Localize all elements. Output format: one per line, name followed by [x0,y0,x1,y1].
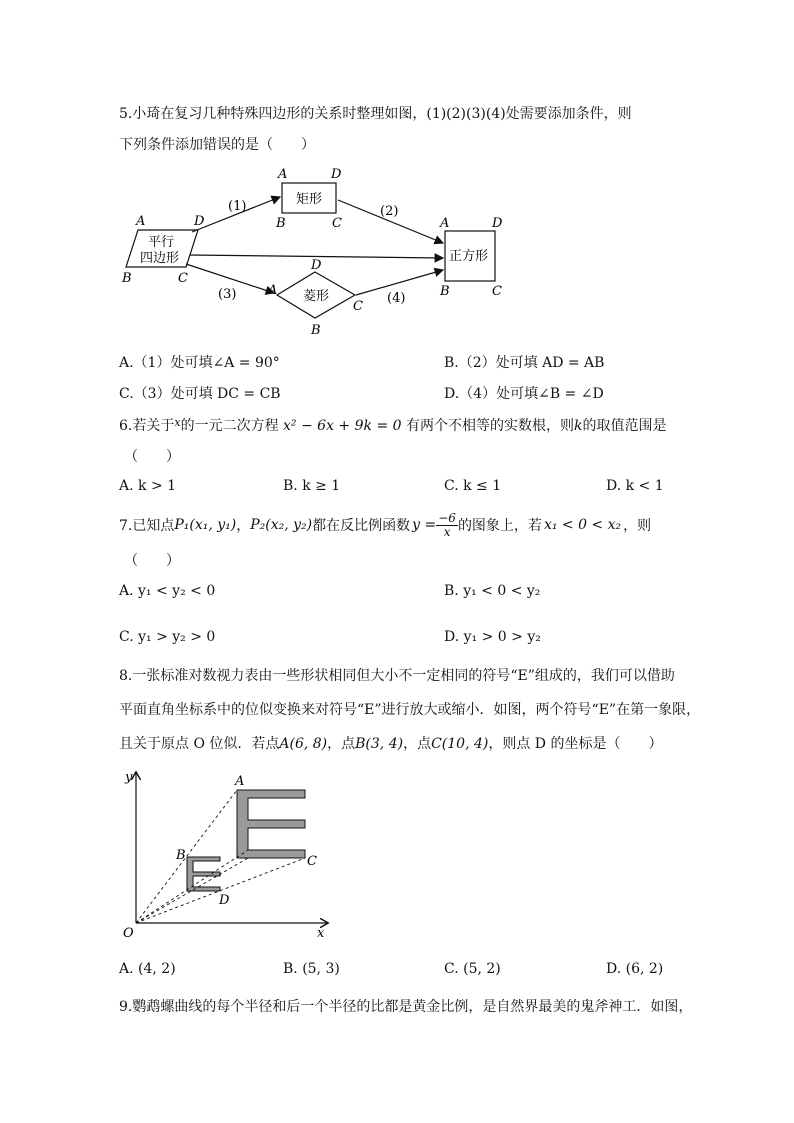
q7-fraction [436,512,458,539]
graph-point-a-label: A [235,774,245,789]
q6-var-k: k [574,418,583,434]
square-vertex-b: B [440,284,450,299]
step-label-4: (4) [387,291,406,306]
rect-vertex-a: A [278,167,288,182]
square-vertex-d: D [492,216,503,231]
q7-stem-line2: （ ） [124,553,180,569]
para-vertex-c: C [178,271,188,286]
graph-point-c-label: C [307,854,317,869]
q8-option-b: B. (5, 3) [283,961,340,977]
y-axis-label: y [125,770,133,785]
q6-option-b: B. k ≥ 1 [283,478,341,494]
graph-point-b-label: B [176,848,186,863]
q7-text-c: 的图象上，若 [457,518,542,534]
q7-point-p1: P₁(x₁, y₁) [174,517,237,533]
q6-text-c: 有两个不相等的实数根，则 [406,418,574,434]
q6-stem-line2: （ ） [124,449,180,465]
q6-option-a: A. k > 1 [119,478,177,494]
q8-option-c: C. (5, 2) [444,961,501,977]
graph-point-d-label: D [219,893,230,908]
q7-func-left: y = [412,517,437,533]
q9-stem-line1: 9.鹦鹉螺曲线的每个半径和后一个半径的比都是黄金比例，是自然界最美的鬼斧神工．如图， [119,999,693,1015]
q5-option-c: C.（3）处可填 DC = CB [119,386,281,402]
q8-point-c: C(10, 4) [431,736,489,752]
rect-vertex-b: B [276,216,286,231]
q5-stem-line2: 下列条件添加错误的是（ ） [119,137,315,153]
rhombus-vertex-a: A [268,283,278,298]
q8-stem-line3 [119,733,662,753]
q7-point-p2: P₂(x₂, y₂) [250,517,313,533]
q7-option-c: C. y₁ > y₂ > 0 [119,629,216,645]
x-axis-label: x [317,926,325,941]
step-label-2: (2) [380,204,399,219]
q7-fraction-denominator: x [443,524,451,539]
q8-point-a: A(6, 8) [279,736,328,752]
large-e-symbol [237,790,305,858]
q6-var-x: x [174,416,181,429]
q5-stem-line1: 5.小琦在复习几种特殊四边形的关系时整理如图，(1)(2)(3)(4)处需要添加条件，则 [119,106,632,122]
parallelogram-label-2: 四边形 [140,251,180,266]
para-vertex-d: D [194,214,205,229]
ray-to-c [136,858,305,923]
q8-point-b: B(3, 4) [355,736,404,752]
origin-label: O [123,926,134,941]
q6-option-d: D. k < 1 [606,478,664,494]
rhombus-vertex-c: C [353,299,363,314]
rect-vertex-c: C [332,216,342,231]
q5-option-d: D.（4）处可填∠B = ∠D [444,386,604,402]
rhombus-label: 菱形 [303,289,330,304]
quadrilateral-relationship-diagram [110,160,530,340]
q6-text-a: 6.若关于 [119,418,175,434]
homothety-coordinate-graph [115,765,345,945]
q8-text-d: ，则点 D 的坐标是（ ） [488,736,663,752]
parallelogram-label-1: 平行 [148,235,175,250]
q8-text-c: ，点 [403,736,432,752]
q6-stem-line1 [119,415,666,435]
q8-text-a: 且关于原点 O 位似．若点 [119,736,280,752]
q7-text-a: 7.已知点 [119,518,175,534]
q7-option-b: B. y₁ < 0 < y₂ [444,583,541,599]
q8-option-d: D. (6, 2) [606,961,664,977]
q7-stem-line1 [119,507,651,543]
q7-separator: ， [236,518,251,534]
q7-fraction-numerator: −6 [438,510,456,525]
step-label-3: (3) [218,287,237,302]
q7-text-b: 都在反比例函数 [312,518,411,534]
rhombus-vertex-b: B [311,323,321,338]
q8-stem-line1: 8.一张标准对数视力表由一些形状相同但大小不一定相同的符号“E”组成的，我们可以借助 [119,668,675,684]
step-label-1: (1) [228,199,247,214]
square-vertex-c: C [492,284,502,299]
rhombus-vertex-d: D [311,258,322,273]
q8-option-a: A. (4, 2) [119,961,176,977]
q8-text-b: ，点 [327,736,356,752]
q5-option-b: B.（2）处可填 AD = AB [444,355,605,371]
para-vertex-a: A [136,214,146,229]
q8-stem-line2: 平面直角坐标系中的位似变换来对符号“E”进行放大或缩小．如图，两个符号“E”在第一象限， [119,702,701,718]
rectangle-label: 矩形 [296,192,323,207]
q7-option-a: A. y₁ < y₂ < 0 [119,583,216,599]
q6-text-b: 的一元二次方程 [180,418,279,434]
q7-option-d: D. y₁ > 0 > y₂ [444,629,541,645]
square-label: 正方形 [449,249,489,264]
q7-text-d: ，则 [623,518,652,534]
q6-equation: x² − 6x + 9k = 0 [283,418,402,434]
square-vertex-a: A [440,216,450,231]
para-vertex-b: B [122,271,132,286]
small-e-symbol [187,857,220,891]
q6-text-d: 的取值范围是 [582,418,667,434]
q6-option-c: C. k ≤ 1 [444,478,502,494]
q5-option-a: A.（1）处可填∠A = 90° [119,355,280,371]
q7-condition: x₁ < 0 < x₂ [543,517,622,533]
rect-vertex-d: D [331,167,342,182]
